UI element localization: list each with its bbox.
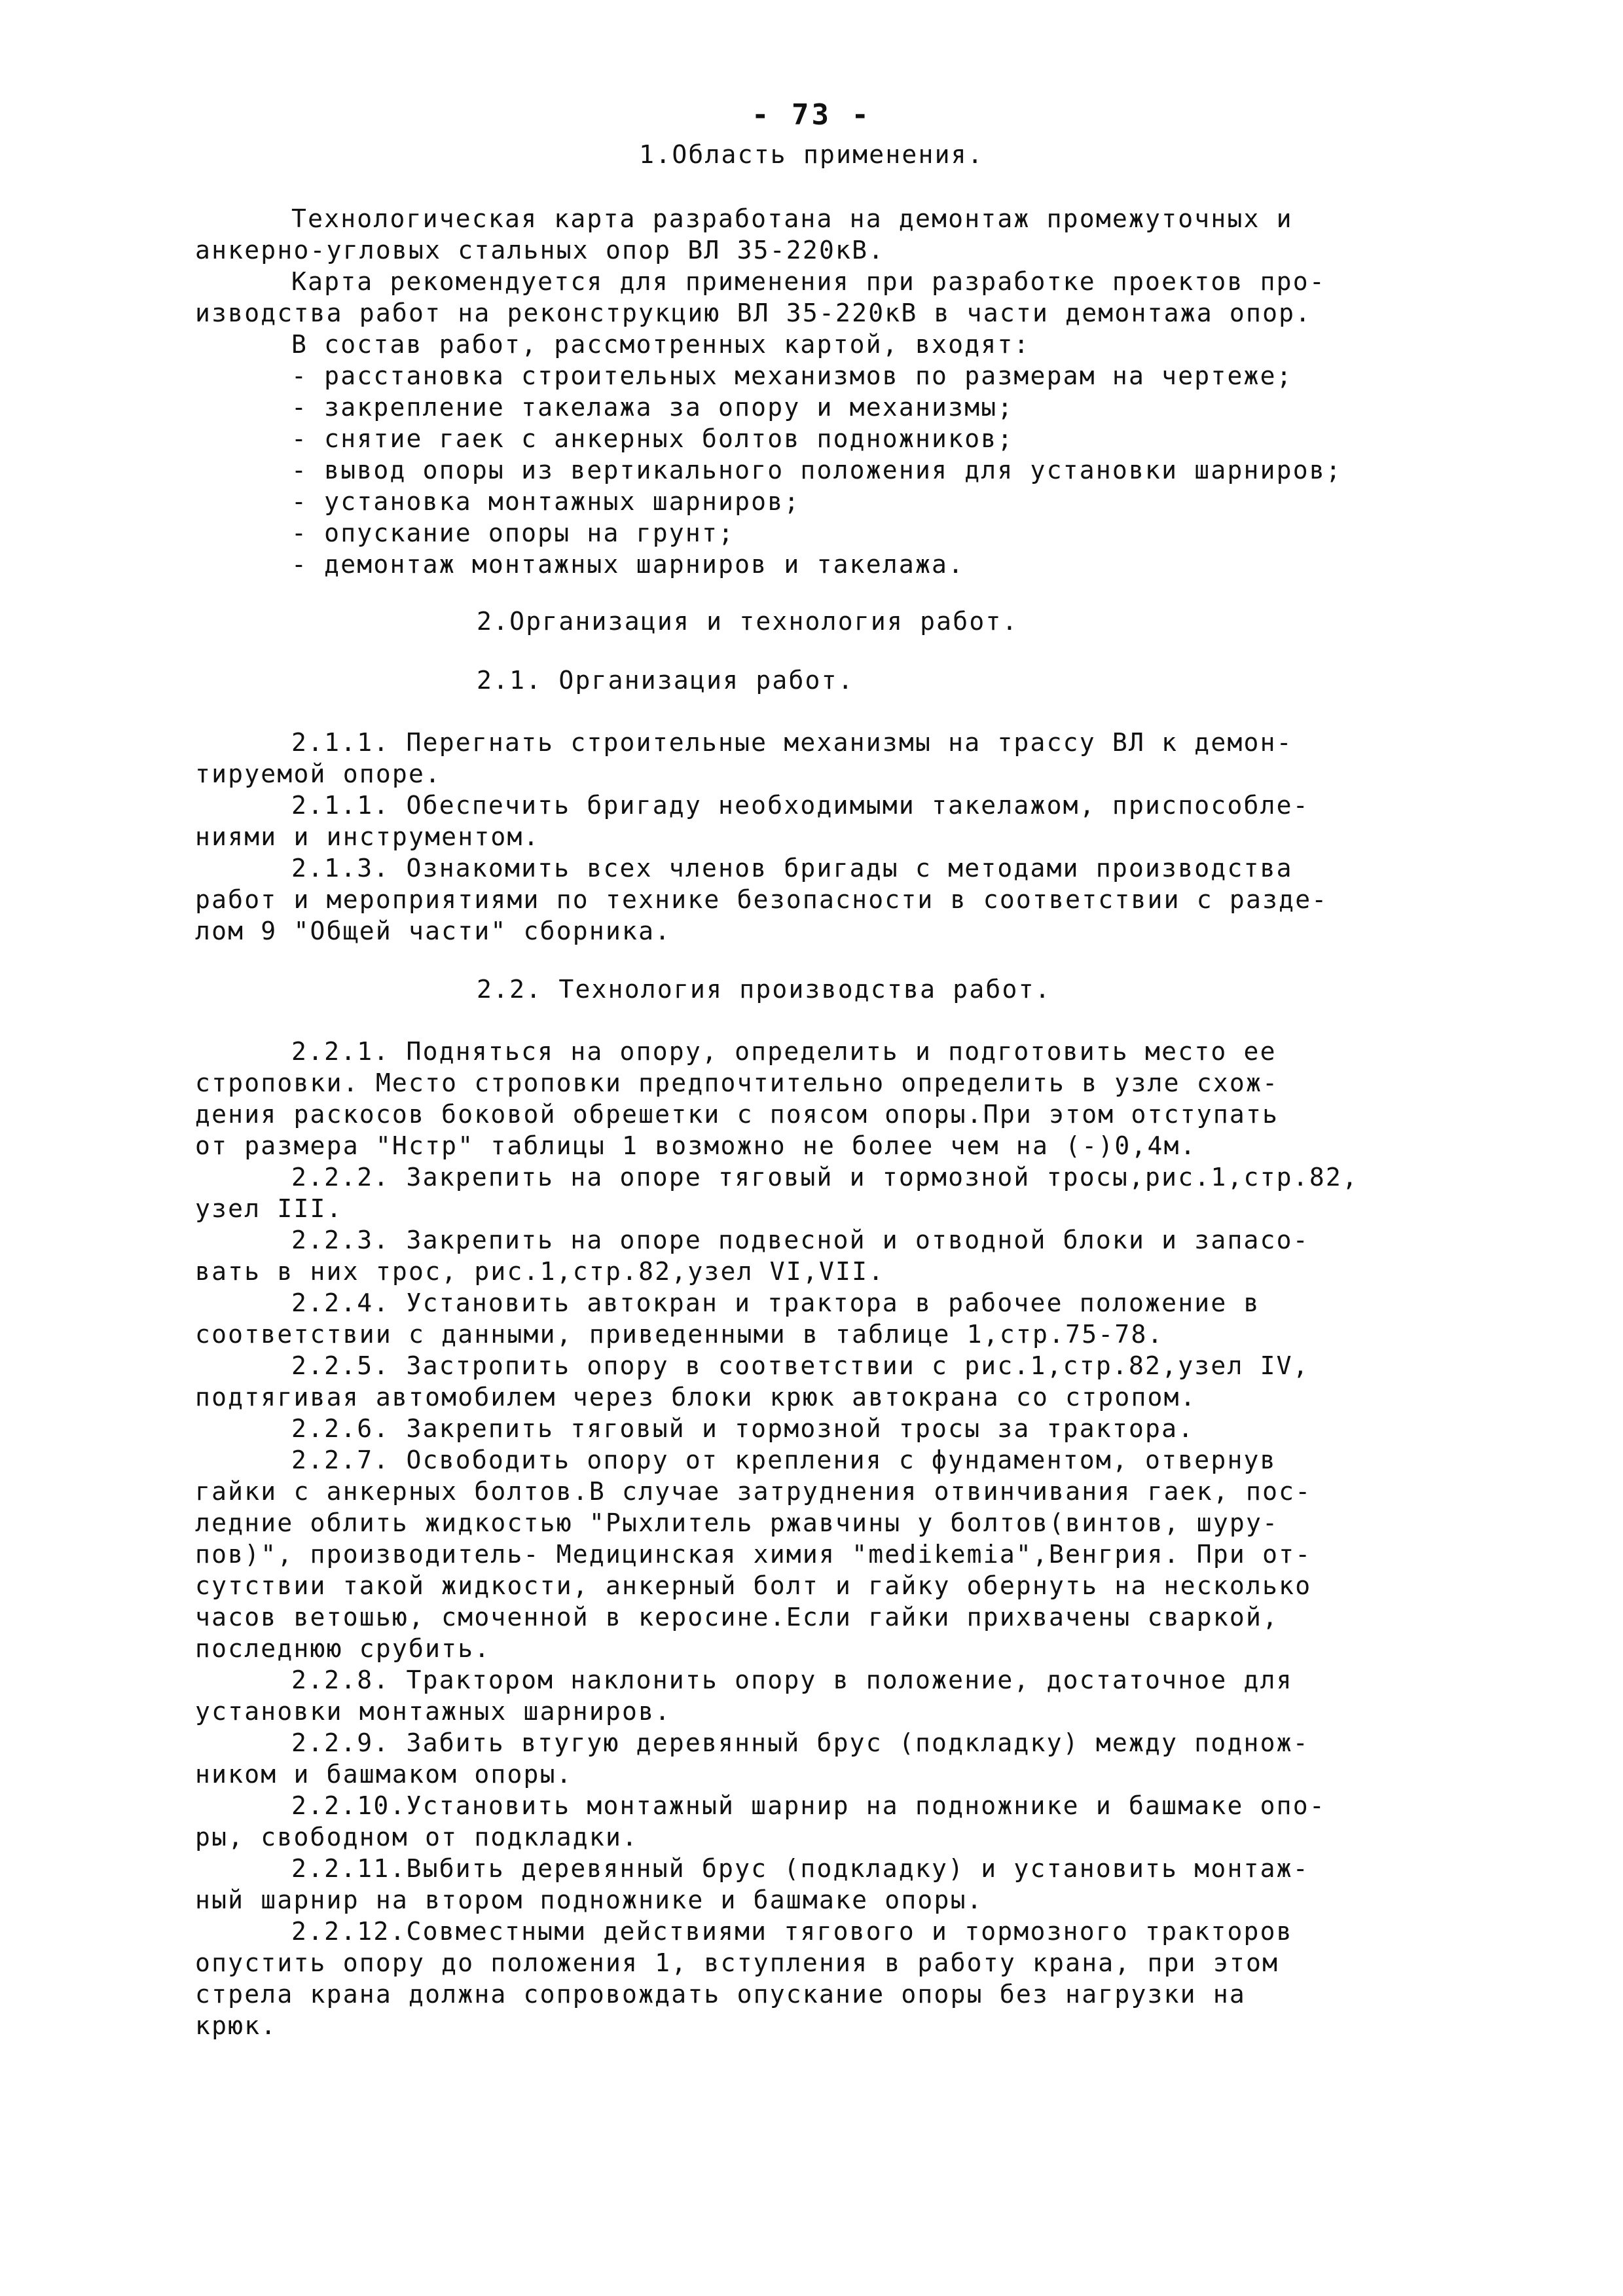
- text-line: пов)", производитель- Медицинская химия "medikemia",Венгрия. При от-: [195, 1540, 1312, 1569]
- text-line: 2.2.10.Установить монтажный шарнир на подножнике и башмаке опо-: [291, 1791, 1326, 1820]
- text-line: 2.1.1. Обеспечить бригаду необходимыми такелажом, приспособле-: [291, 791, 1309, 820]
- text-line: В состав работ, рассмотренных картой, входят:: [291, 330, 1030, 359]
- subsection-heading: 2.1. Организация работ.: [477, 666, 854, 695]
- text-line: лом 9 "Общей части" сборника.: [195, 917, 672, 945]
- text-line: Технологическая карта разработана на демонтаж промежуточных и: [291, 204, 1293, 233]
- text-line: ниями и инструментом.: [195, 822, 540, 851]
- text-line: последнюю срубить.: [195, 1634, 491, 1663]
- text-line: дения раскосов боковой обрешетки с поясом опоры.При этом отступать: [195, 1100, 1279, 1129]
- section-heading: 1.Область применения.: [639, 140, 984, 169]
- text-line: опустить опору до положения 1, вступления в работу крана, при этом: [195, 1948, 1279, 1977]
- text-line: 2.2.12.Совместными действиями тягового и тормозного тракторов: [291, 1917, 1293, 1946]
- text-line: 2.2.9. Забить втугую деревянный брус (подкладку) между поднож-: [291, 1728, 1309, 1757]
- text-line: 2.2.5. Застропить опору в соответствии с рис.1,стр.82,узел IV,: [291, 1351, 1309, 1380]
- list-item: - расстановка строительных механизмов по размерам на чертеже;: [291, 361, 1293, 390]
- text-line: анкерно-угловых стальных опор ВЛ 35-220кВ.: [195, 236, 885, 264]
- list-item: - демонтаж монтажных шарниров и такелажа.: [291, 550, 965, 579]
- list-item: - опускание опоры на грунт;: [291, 519, 735, 547]
- text-line: 2.2.7. Освободить опору от крепления с фундаментом, отвернув: [291, 1446, 1277, 1474]
- text-line: тируемой опоре.: [195, 759, 442, 788]
- text-line: 2.2.6. Закрепить тяговый и тормозной тросы за трактора.: [291, 1414, 1195, 1443]
- text-line: 2.1.1. Перегнать строительные механизмы на трассу ВЛ к демон-: [291, 728, 1293, 757]
- text-line: от размера "Нстр" таблицы 1 возможно не более чем на (-)0,4м.: [195, 1131, 1197, 1160]
- list-item: - закрепление такелажа за опору и механизмы;: [291, 393, 1014, 422]
- text-line: соответствии с данными, приведенными в таблице 1,стр.75-78.: [195, 1320, 1164, 1349]
- text-line: 2.2.3. Закрепить на опоре подвесной и отводной блоки и запасо-: [291, 1226, 1309, 1254]
- text-line: 2.2.4. Установить автокран и трактора в рабочее положение в: [291, 1288, 1260, 1317]
- section-heading: 2.Организация и технология работ.: [477, 607, 1019, 636]
- text-line: 2.1.3. Ознакомить всех членов бригады с методами производства: [291, 854, 1293, 883]
- text-line: узел III.: [195, 1194, 343, 1223]
- text-line: строповки. Место строповки предпочтительно определить в узле схож-: [195, 1068, 1279, 1097]
- text-line: часов ветошью, смоченной в керосине.Если гайки прихвачены сваркой,: [195, 1603, 1279, 1631]
- text-line: вать в них трос, рис.1,стр.82,узел VI,VII.: [195, 1257, 885, 1286]
- text-line: 2.2.1. Подняться на опору, определить и подготовить место ее: [291, 1037, 1277, 1066]
- text-line: ледние облить жидкостью "Рыхлитель ржавчины у болтов(винтов, шуру-: [195, 1508, 1279, 1537]
- text-line: гайки с анкерных болтов.В случае затруднения отвинчивания гаек, пос-: [195, 1477, 1312, 1506]
- text-line: сутствии такой жидкости, анкерный болт и гайку обернуть на несколько: [195, 1571, 1312, 1600]
- text-line: подтягивая автомобилем через блоки крюк автокрана со стропом.: [195, 1383, 1197, 1412]
- page-number: - 73 -: [752, 98, 871, 132]
- subsection-heading: 2.2. Технология производства работ.: [477, 975, 1051, 1004]
- text-line: работ и мероприятиями по технике безопасности в соответствии с разде-: [195, 885, 1328, 914]
- text-line: ником и башмаком опоры.: [195, 1760, 573, 1789]
- text-line: ный шарнир на втором подножнике и башмаке опоры.: [195, 1886, 983, 1914]
- text-line: крюк.: [195, 2011, 278, 2040]
- text-line: стрела крана должна сопровождать опускание опоры без нагрузки на: [195, 1980, 1246, 2009]
- list-item: - вывод опоры из вертикального положения для установки шарниров;: [291, 456, 1342, 484]
- list-item: - снятие гаек с анкерных болтов подножников;: [291, 424, 1014, 453]
- text-line: изводства работ на реконструкцию ВЛ 35-220кВ в части демонтажа опор.: [195, 299, 1312, 327]
- text-line: 2.2.2. Закрепить на опоре тяговый и тормозной тросы,рис.1,стр.82,: [291, 1163, 1359, 1192]
- text-line: Карта рекомендуется для применения при разработке проектов про-: [291, 267, 1326, 296]
- text-line: 2.2.11.Выбить деревянный брус (подкладку) и установить монтаж-: [291, 1854, 1309, 1883]
- text-line: 2.2.8. Трактором наклонить опору в положение, достаточное для: [291, 1666, 1293, 1694]
- text-line: ры, свободном от подкладки.: [195, 1823, 639, 1851]
- list-item: - установка монтажных шарниров;: [291, 487, 801, 516]
- text-line: установки монтажных шарниров.: [195, 1697, 672, 1726]
